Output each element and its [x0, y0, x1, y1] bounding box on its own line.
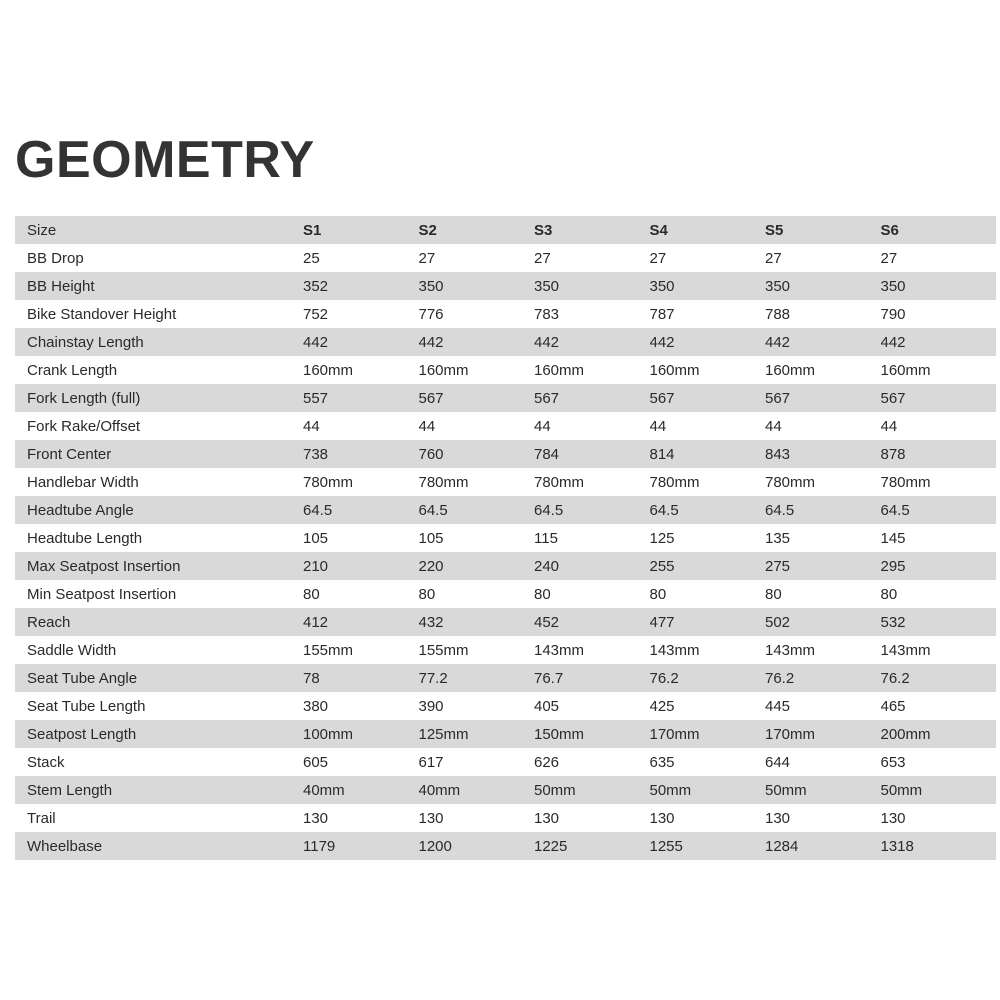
value-cell: 780mm [418, 473, 469, 491]
value-cell: 160mm [880, 361, 931, 379]
value-cell: 143mm [880, 641, 931, 659]
table-row [15, 776, 996, 804]
value-cell: 27 [880, 249, 898, 267]
value-cell: 780mm [534, 473, 585, 491]
value-cell: 100mm [303, 725, 354, 743]
value-cell: 160mm [418, 361, 469, 379]
value-cell: 27 [765, 249, 782, 267]
value-cell: 160mm [534, 361, 585, 379]
value-cell: 350 [534, 277, 560, 295]
value-cell: 502 [765, 613, 791, 631]
row-label: Saddle Width [27, 641, 117, 659]
table-row [15, 720, 996, 748]
value-cell: 780mm [649, 473, 700, 491]
value-cell: 445 [765, 697, 791, 715]
value-cell: 76.2 [649, 669, 679, 687]
value-cell: 784 [534, 445, 560, 463]
value-cell: 442 [418, 333, 444, 351]
value-cell: 653 [880, 753, 906, 771]
value-cell: 442 [534, 333, 560, 351]
value-cell: 44 [303, 417, 320, 435]
value-cell: 64.5 [880, 501, 910, 519]
value-cell: 644 [765, 753, 791, 771]
page-title: GEOMETRY [15, 131, 315, 189]
value-cell: 25 [303, 249, 320, 267]
value-cell: 143mm [649, 641, 700, 659]
value-cell: 40mm [418, 781, 461, 799]
value-cell: 738 [303, 445, 329, 463]
row-label: Bike Standover Height [27, 305, 177, 323]
value-cell: 105 [303, 529, 329, 547]
row-label: Max Seatpost Insertion [27, 557, 181, 575]
value-cell: 352 [303, 277, 329, 295]
value-cell: 567 [649, 389, 675, 407]
value-cell: 50mm [765, 781, 807, 799]
value-cell: 350 [418, 277, 444, 295]
value-cell: 790 [880, 305, 906, 323]
value-cell: 40mm [303, 781, 345, 799]
geometry-table [15, 216, 996, 860]
value-cell: 1179 [303, 837, 336, 855]
value-cell: 130 [649, 809, 675, 827]
value-cell: 170mm [765, 725, 816, 743]
table-body [15, 244, 996, 860]
value-cell: 220 [418, 557, 444, 575]
value-cell: 130 [303, 809, 329, 827]
value-cell: 567 [418, 389, 444, 407]
table-row [15, 524, 996, 552]
table-row [15, 692, 996, 720]
value-cell: 135 [765, 529, 791, 547]
value-cell: 843 [765, 445, 791, 463]
row-label: Seat Tube Length [27, 697, 146, 715]
value-cell: 200mm [880, 725, 931, 743]
value-cell: 405 [534, 697, 560, 715]
value-cell: 80 [534, 585, 551, 603]
size-header: S4 [649, 221, 668, 239]
value-cell: 240 [534, 557, 560, 575]
value-cell: 64.5 [418, 501, 448, 519]
value-cell: 80 [649, 585, 667, 603]
value-cell: 80 [303, 585, 320, 603]
table-row [15, 272, 996, 300]
value-cell: 557 [303, 389, 329, 407]
value-cell: 350 [880, 277, 906, 295]
value-cell: 27 [534, 249, 551, 267]
value-cell: 80 [418, 585, 436, 603]
value-cell: 80 [765, 585, 782, 603]
value-cell: 50mm [534, 781, 576, 799]
row-label: Handlebar Width [27, 473, 139, 491]
value-cell: 567 [880, 389, 906, 407]
value-cell: 115 [534, 529, 558, 547]
row-label: Seat Tube Angle [27, 669, 138, 687]
value-cell: 125mm [418, 725, 469, 743]
value-cell: 350 [649, 277, 675, 295]
row-label: Wheelbase [27, 837, 103, 855]
value-cell: 170mm [649, 725, 700, 743]
row-label: Front Center [27, 445, 112, 463]
value-cell: 432 [418, 613, 444, 631]
table-row [15, 384, 996, 412]
header-label: Size [27, 221, 57, 239]
value-cell: 64.5 [303, 501, 333, 519]
value-cell: 780mm [765, 473, 816, 491]
value-cell: 76.2 [880, 669, 910, 687]
table-header-row [15, 216, 996, 244]
table-row [15, 580, 996, 608]
row-label: Chainstay Length [27, 333, 144, 351]
value-cell: 50mm [649, 781, 692, 799]
value-cell: 567 [534, 389, 560, 407]
row-label: Reach [27, 613, 71, 631]
value-cell: 76.2 [765, 669, 795, 687]
value-cell: 776 [418, 305, 444, 323]
row-label: Seatpost Length [27, 725, 137, 743]
table-row [15, 664, 996, 692]
row-label: Min Seatpost Insertion [27, 585, 177, 603]
value-cell: 130 [880, 809, 906, 827]
value-cell: 1284 [765, 837, 799, 855]
value-cell: 442 [880, 333, 906, 351]
value-cell: 160mm [765, 361, 816, 379]
value-cell: 44 [649, 417, 667, 435]
value-cell: 567 [765, 389, 791, 407]
value-cell: 532 [880, 613, 906, 631]
value-cell: 155mm [418, 641, 469, 659]
value-cell: 27 [649, 249, 667, 267]
value-cell: 412 [303, 613, 329, 631]
size-header: S1 [303, 221, 322, 239]
size-header: S2 [418, 221, 437, 239]
value-cell: 617 [418, 753, 444, 771]
table-row [15, 832, 996, 860]
value-cell: 160mm [303, 361, 354, 379]
value-cell: 130 [765, 809, 791, 827]
value-cell: 605 [303, 753, 329, 771]
size-header: S3 [534, 221, 553, 239]
value-cell: 64.5 [534, 501, 564, 519]
value-cell: 1318 [880, 837, 914, 855]
value-cell: 145 [880, 529, 906, 547]
value-cell: 626 [534, 753, 560, 771]
value-cell: 760 [418, 445, 444, 463]
value-cell: 380 [303, 697, 329, 715]
value-cell: 44 [765, 417, 782, 435]
table-row [15, 468, 996, 496]
table-row [15, 552, 996, 580]
value-cell: 255 [649, 557, 675, 575]
row-label: Fork Rake/Offset [27, 417, 141, 435]
value-cell: 160mm [649, 361, 700, 379]
value-cell: 442 [649, 333, 675, 351]
value-cell: 425 [649, 697, 675, 715]
value-cell: 155mm [303, 641, 354, 659]
row-label: Stem Length [27, 781, 113, 799]
table-row [15, 328, 996, 356]
size-header: S6 [880, 221, 899, 239]
value-cell: 452 [534, 613, 560, 631]
value-cell: 783 [534, 305, 560, 323]
value-cell: 76.7 [534, 669, 564, 687]
value-cell: 275 [765, 557, 791, 575]
row-label: Fork Length (full) [27, 389, 141, 407]
table-row [15, 636, 996, 664]
value-cell: 143mm [534, 641, 585, 659]
row-label: Headtube Length [27, 529, 143, 547]
value-cell: 150mm [534, 725, 585, 743]
row-label: Headtube Angle [27, 501, 134, 519]
value-cell: 477 [649, 613, 675, 631]
row-label: Crank Length [27, 361, 118, 379]
value-cell: 635 [649, 753, 675, 771]
value-cell: 295 [880, 557, 906, 575]
value-cell: 44 [534, 417, 551, 435]
value-cell: 1225 [534, 837, 568, 855]
table-row [15, 356, 996, 384]
value-cell: 350 [765, 277, 791, 295]
value-cell: 44 [418, 417, 436, 435]
value-cell: 50mm [880, 781, 923, 799]
value-cell: 105 [418, 529, 444, 547]
table-row [15, 496, 996, 524]
value-cell: 465 [880, 697, 906, 715]
value-cell: 44 [880, 417, 898, 435]
row-label: BB Height [27, 277, 95, 295]
size-header: S5 [765, 221, 784, 239]
value-cell: 878 [880, 445, 906, 463]
row-label: Stack [27, 753, 65, 771]
value-cell: 780mm [880, 473, 931, 491]
value-cell: 1200 [418, 837, 452, 855]
value-cell: 77.2 [418, 669, 448, 687]
value-cell: 442 [765, 333, 791, 351]
value-cell: 814 [649, 445, 675, 463]
table-row [15, 748, 996, 776]
value-cell: 210 [303, 557, 329, 575]
table-row [15, 300, 996, 328]
table-row [15, 244, 996, 272]
value-cell: 27 [418, 249, 436, 267]
table-row [15, 608, 996, 636]
table-row [15, 804, 996, 832]
value-cell: 64.5 [649, 501, 679, 519]
value-cell: 125 [649, 529, 675, 547]
value-cell: 143mm [765, 641, 816, 659]
table-row [15, 440, 996, 468]
value-cell: 390 [418, 697, 444, 715]
value-cell: 752 [303, 305, 329, 323]
value-cell: 442 [303, 333, 329, 351]
value-cell: 130 [418, 809, 444, 827]
value-cell: 780mm [303, 473, 354, 491]
value-cell: 64.5 [765, 501, 795, 519]
row-label: Trail [27, 809, 56, 827]
value-cell: 1255 [649, 837, 683, 855]
value-cell: 80 [880, 585, 898, 603]
row-label: BB Drop [27, 249, 84, 267]
value-cell: 788 [765, 305, 791, 323]
value-cell: 130 [534, 809, 560, 827]
value-cell: 78 [303, 669, 320, 687]
table-row [15, 412, 996, 440]
value-cell: 787 [649, 305, 675, 323]
